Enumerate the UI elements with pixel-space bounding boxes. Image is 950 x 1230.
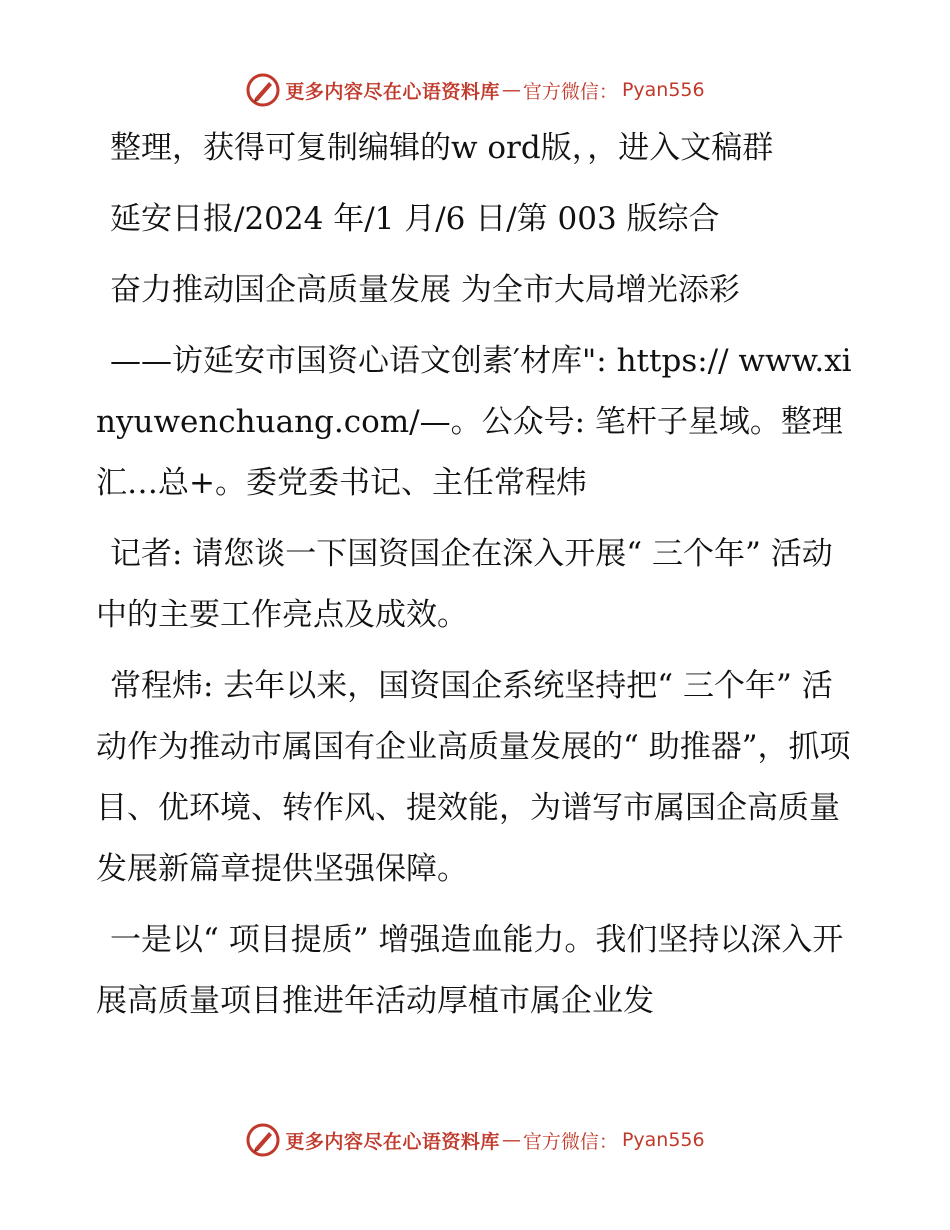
paragraph-question: 记者: 请您谈一下国资国企在深入开展“ 三个年” 活动中的主要工作亮点及成效。 — [96, 536, 833, 633]
banner-wechat-id: Pyan556 — [621, 1129, 705, 1151]
banner-official-label: 官方微信： — [522, 80, 618, 103]
paragraph-answer: 常程炜: 去年以来，国资国企系统坚持把“ 三个年” 活动作为推动市属国有企业高质量发展的“ 助推器”，抓项目、优环境、转作风、提效能，为谱写市属国企高质量发展新篇章提供坚强保障。 — [96, 668, 851, 887]
banner-title: 更多内容尽在心语资料库 — [285, 1130, 500, 1153]
banner-title: 更多内容尽在心语资料库 — [285, 80, 500, 103]
header-banner — [0, 70, 950, 110]
pen-logo-icon — [245, 1122, 281, 1158]
footer-banner — [0, 1120, 950, 1160]
paragraph-subtitle: ——访延安市国资心语文创素′材库": https:// www.xinyuwenchuang.com/—。公众号: 笔杆子星域。整理汇…总+。委党委书记、主任常程炜 — [96, 343, 852, 501]
paragraph-title: 奋力推动国企高质量发展 为全市大局增光添彩 — [110, 272, 740, 308]
pen-logo-icon — [245, 72, 281, 108]
banner-dash: — — [501, 79, 521, 101]
paragraph-source: 延安日报/2024 年/1 月/6 日/第 003 版综合 — [110, 201, 720, 237]
banner-wechat-id: Pyan556 — [621, 79, 705, 101]
paragraph-intro: 整理，获得可复制编辑的w ord版，，进入文稿群 — [110, 130, 774, 166]
document-body — [96, 118, 856, 1042]
paragraph-point-one: 一是以“ 项目提质” 增强造血能力。我们坚持以深入开展高质量项目推进年活动厚植市属企业发 — [96, 922, 844, 1019]
banner-official-label: 官方微信： — [522, 1130, 618, 1153]
banner-dash: — — [501, 1129, 521, 1151]
